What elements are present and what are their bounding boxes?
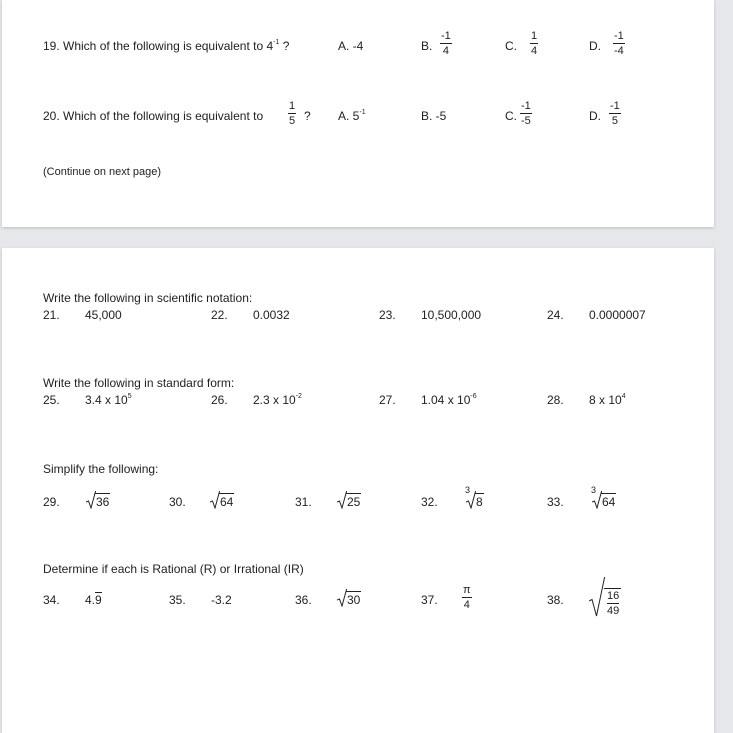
radicand-fraction bbox=[604, 588, 621, 617]
repeating-decimal bbox=[85, 593, 102, 607]
q19-option-b-label: B. bbox=[421, 39, 433, 53]
item-number: 35. bbox=[169, 593, 186, 607]
square-root bbox=[337, 491, 361, 509]
q19-option-b-fraction bbox=[440, 30, 452, 57]
item-number: 24. bbox=[547, 308, 564, 322]
fraction-numerator: 16 bbox=[607, 590, 620, 602]
q20-option-d-label: D. bbox=[589, 109, 601, 123]
power-exponent: -2 bbox=[295, 393, 302, 400]
fraction-denominator: 49 bbox=[607, 605, 620, 617]
worksheet-page-2 bbox=[2, 248, 714, 733]
q19-option-a: A. -4 bbox=[338, 39, 364, 53]
item-number: 28. bbox=[547, 393, 564, 407]
item-number: 30. bbox=[169, 495, 186, 509]
item-number: 23. bbox=[379, 308, 396, 322]
fraction-numerator: -1 bbox=[610, 100, 620, 112]
power-exponent: 5 bbox=[127, 393, 132, 400]
question-20-mark: ? bbox=[304, 109, 311, 123]
section-heading-scientific: Write the following in scientific notation: bbox=[43, 291, 253, 305]
item-number: 21. bbox=[43, 308, 60, 322]
item-value bbox=[85, 393, 132, 407]
item-value: 0.0032 bbox=[253, 308, 290, 322]
q20-option-a-base: A. 5 bbox=[338, 109, 360, 123]
root-index: 3 bbox=[465, 485, 471, 495]
power-base: 1.04 x 10 bbox=[421, 393, 471, 407]
item-number: 27. bbox=[379, 393, 396, 407]
q20-option-c-label: C. bbox=[505, 109, 517, 123]
q20-option-a-exponent: -1 bbox=[359, 109, 366, 116]
fraction-numerator: -1 bbox=[441, 30, 451, 42]
fraction-numerator: 1 bbox=[531, 30, 538, 42]
power-base: 2.3 x 10 bbox=[253, 393, 296, 407]
square-root-of-fraction bbox=[589, 577, 621, 617]
item-value bbox=[253, 393, 302, 407]
cube-root bbox=[466, 491, 484, 509]
fraction-numerator: -1 bbox=[614, 30, 624, 42]
fraction-denominator: 5 bbox=[611, 115, 618, 127]
fraction-denominator: -4 bbox=[614, 45, 624, 57]
item-number: 31. bbox=[295, 495, 312, 509]
q20-option-b: B. -5 bbox=[421, 109, 447, 123]
q20-option-c-fraction bbox=[520, 100, 532, 127]
fraction-denominator: 4 bbox=[463, 599, 470, 611]
item-value bbox=[589, 393, 626, 407]
square-root bbox=[337, 589, 361, 607]
question-20-fraction bbox=[288, 100, 296, 127]
item-number: 37. bbox=[421, 593, 438, 607]
q20-option-a bbox=[338, 109, 366, 123]
fraction-denominator: 4 bbox=[531, 45, 538, 57]
q19-option-d-fraction bbox=[613, 30, 625, 57]
power-base: 8 x 10 bbox=[589, 393, 622, 407]
cube-root bbox=[592, 491, 616, 509]
radicand: 64 bbox=[602, 495, 616, 509]
root-index: 3 bbox=[591, 485, 597, 495]
fraction-numerator: -1 bbox=[521, 100, 531, 112]
item-value: 0.0000007 bbox=[589, 308, 646, 322]
radical-sign-icon bbox=[589, 577, 605, 617]
fraction-denominator: -5 bbox=[521, 115, 531, 127]
item-value: -3.2 bbox=[211, 593, 232, 607]
item-number: 36. bbox=[295, 593, 312, 607]
square-root bbox=[210, 491, 234, 509]
q19-option-c-fraction bbox=[530, 30, 538, 57]
radicand: 30 bbox=[347, 593, 361, 607]
item-value: 10,500,000 bbox=[421, 308, 482, 322]
pi-fraction bbox=[462, 584, 472, 611]
section-heading-rational: Determine if each is Rational (R) or Irrational (IR) bbox=[43, 562, 304, 576]
power-exponent: 4 bbox=[621, 393, 626, 400]
item-number: 29. bbox=[43, 495, 60, 509]
q19-option-c-label: C. bbox=[505, 39, 517, 53]
item-value: 45,000 bbox=[85, 308, 122, 322]
power-exponent: -6 bbox=[470, 393, 477, 400]
repeating-digit: 9 bbox=[95, 593, 102, 607]
q20-option-d-fraction bbox=[609, 100, 621, 127]
fraction-denominator: 5 bbox=[289, 115, 296, 127]
item-number: 33. bbox=[547, 495, 564, 509]
decimal-whole: 4. bbox=[85, 593, 96, 607]
q19-option-d-label: D. bbox=[589, 39, 601, 53]
radicand: 36 bbox=[96, 495, 110, 509]
item-number: 26. bbox=[211, 393, 228, 407]
fraction-numerator: π bbox=[463, 584, 471, 596]
section-heading-simplify: Simplify the following: bbox=[43, 462, 159, 476]
section-heading-standard: Write the following in standard form: bbox=[43, 376, 235, 390]
power-base: 3.4 x 10 bbox=[85, 393, 128, 407]
radicand: 25 bbox=[347, 495, 361, 509]
continue-note: (Continue on next page) bbox=[43, 166, 162, 178]
item-number: 34. bbox=[43, 593, 60, 607]
question-19-text: 19. Which of the following is equivalent to 4 bbox=[43, 39, 274, 53]
question-20: 20. Which of the following is equivalent to bbox=[43, 109, 264, 123]
item-number: 38. bbox=[547, 593, 564, 607]
question-19 bbox=[43, 39, 289, 53]
item-number: 25. bbox=[43, 393, 60, 407]
square-root bbox=[86, 491, 110, 509]
fraction-denominator: 4 bbox=[442, 45, 449, 57]
question-19-exponent: -1 bbox=[273, 39, 280, 46]
item-value bbox=[421, 393, 477, 407]
fraction-numerator: 1 bbox=[289, 100, 296, 112]
radicand: 8 bbox=[476, 495, 483, 509]
question-19-mark: ? bbox=[279, 39, 290, 53]
item-number: 32. bbox=[421, 495, 438, 509]
worksheet-page-1 bbox=[2, 0, 714, 227]
radicand: 64 bbox=[220, 495, 234, 509]
item-number: 22. bbox=[211, 308, 228, 322]
